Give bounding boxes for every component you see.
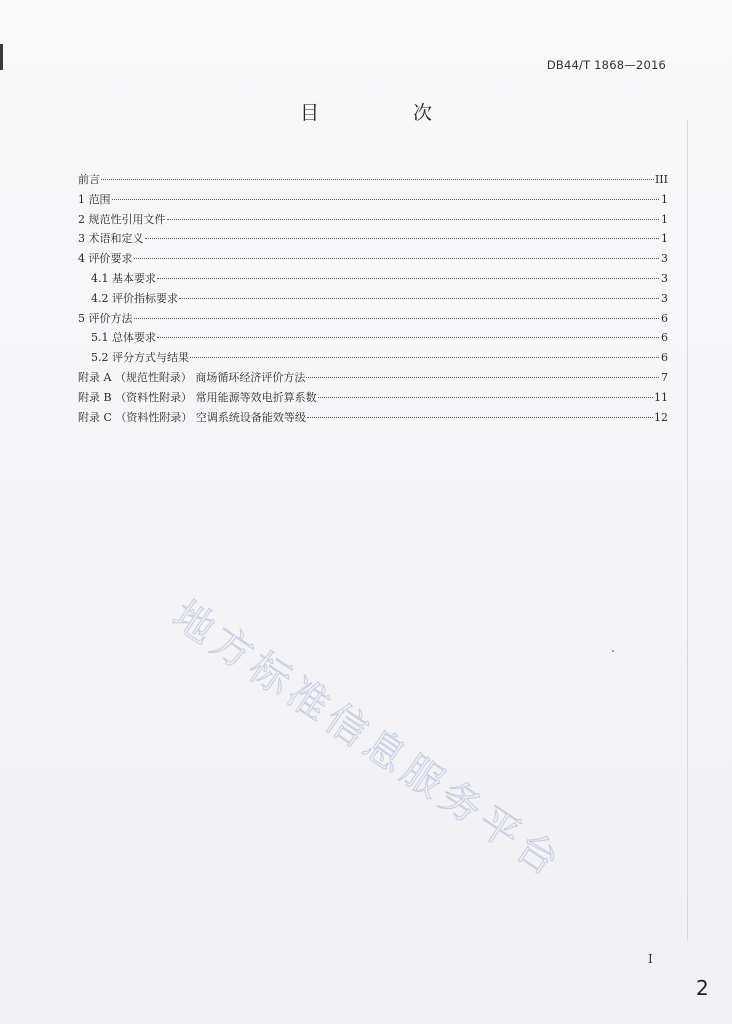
- toc-leader-dots: [157, 278, 659, 279]
- toc-leader-dots: [179, 298, 659, 299]
- toc-entry-label: 2 规范性引用文件: [78, 212, 166, 226]
- toc-leader-dots: [318, 397, 653, 398]
- toc-entry-label: 5.1 总体要求: [91, 331, 156, 345]
- toc-entry-label: 4 评价要求: [78, 252, 133, 266]
- toc-entry[interactable]: [78, 408, 668, 428]
- toc-entry[interactable]: [78, 269, 668, 289]
- watermark: 地方标准信息服务平台: [164, 592, 572, 888]
- toc-leader-dots: [167, 219, 660, 220]
- toc-entry-page: 7: [661, 370, 668, 384]
- toc-leader-dots: [101, 179, 654, 180]
- toc-entry-page: 3: [661, 291, 668, 305]
- toc-entry-label: 附录 B （资料性附录） 常用能源等效电折算系数: [78, 390, 317, 404]
- toc-entry-label: 5 评价方法: [78, 311, 133, 325]
- toc-entry-page: 3: [661, 252, 668, 266]
- toc-leader-dots: [112, 199, 660, 200]
- toc-leader-dots: [307, 417, 653, 418]
- toc-entry[interactable]: [78, 309, 668, 329]
- toc-entry[interactable]: [78, 170, 668, 190]
- toc-entry-page: 6: [661, 351, 668, 365]
- page-number: I: [648, 952, 653, 966]
- toc-entry-label: 4.2 评价指标要求: [91, 291, 178, 305]
- toc-leader-dots: [134, 318, 660, 319]
- toc-leader-dots: [190, 357, 659, 358]
- toc-entry-page: 11: [654, 390, 668, 404]
- page-fold-line: [687, 120, 688, 940]
- toc-entry[interactable]: [78, 210, 668, 230]
- toc-leader-dots: [157, 337, 659, 338]
- toc-entry-page: 1: [661, 192, 668, 206]
- toc-title: 目 次: [299, 102, 477, 124]
- toc-entry-label: 1 范围: [78, 192, 111, 206]
- toc-entry-label: 4.1 基本要求: [91, 271, 156, 285]
- toc-entry-page: 12: [654, 410, 668, 424]
- toc-entry[interactable]: [78, 249, 668, 269]
- toc-entry-label: 3 术语和定义: [78, 232, 144, 246]
- toc-entry[interactable]: [78, 190, 668, 210]
- toc-leader-dots: [145, 238, 660, 239]
- toc-entry-page: 1: [661, 212, 668, 226]
- toc-entry[interactable]: [78, 348, 668, 368]
- standard-code: DB44/T 1868—2016: [546, 58, 666, 72]
- table-of-contents: [78, 170, 668, 427]
- scan-speck: [612, 650, 614, 652]
- toc-entry[interactable]: [78, 368, 668, 388]
- toc-entry-label: 前言: [78, 173, 100, 186]
- scan-page-number: 2: [696, 976, 709, 1000]
- toc-entry-label: 附录 A （规范性附录） 商场循环经济评价方法: [78, 370, 306, 384]
- toc-entry-page: 6: [661, 331, 668, 345]
- toc-leader-dots: [134, 258, 660, 259]
- scan-edge-mark: [0, 44, 3, 70]
- toc-entry[interactable]: [78, 229, 668, 249]
- toc-entry-page: 3: [661, 271, 668, 285]
- toc-entry[interactable]: [78, 289, 668, 309]
- toc-entry[interactable]: [78, 388, 668, 408]
- toc-entry-page: III: [654, 173, 668, 186]
- toc-entry-label: 5.2 评分方式与结果: [91, 351, 189, 365]
- toc-leader-dots: [306, 377, 659, 378]
- toc-entry-label: 附录 C （资料性附录） 空调系统设备能效等级: [78, 410, 306, 424]
- toc-entry-page: 1: [661, 232, 668, 246]
- toc-entry[interactable]: [78, 328, 668, 348]
- toc-entry-page: 6: [661, 311, 668, 325]
